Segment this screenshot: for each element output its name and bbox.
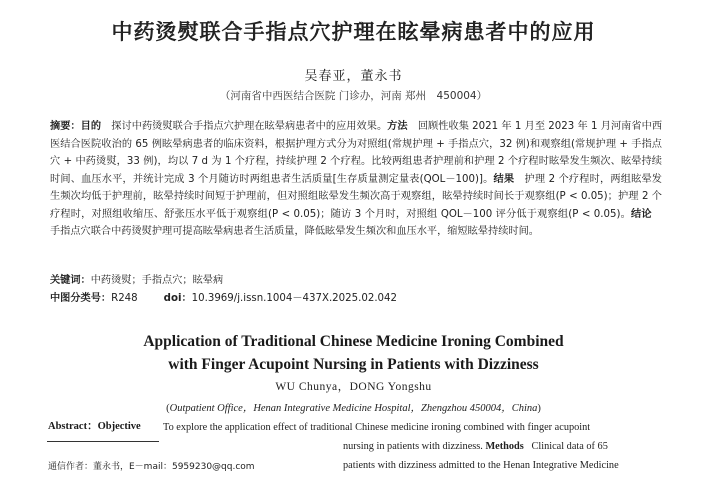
- affil-open-paren: (: [166, 403, 170, 414]
- abstract-results-text: 护理 2 个疗程时，两组眩晕发生频次均低于护理前，眩晕持续时间短于护理前，但对照组眩晕发生频次高于观察组，眩晕持续时间长于观察组(P < 0.05)；护理 2 个疗程时，对照组收缩压、舒张压水平低于观察组(P < 0.05)；随访 3 个月时，对照组 QOL－100 评分低于观察组(P < 0.05)。: [50, 173, 662, 220]
- abstract-purpose-text: 探讨中药烫熨联合手指点穴护理在眩晕病患者中的应用效果。: [101, 121, 388, 132]
- abstract-en-methods-label: Methods: [485, 441, 524, 452]
- affiliation-en: [0, 400, 707, 415]
- corresponding-author-footnote: 通信作者：董永书，E－mail：5959230@qq.com: [48, 462, 255, 472]
- keywords-text: 中药烫熨；手指点穴；眩晕病: [90, 275, 224, 286]
- keywords-cn: [50, 271, 662, 286]
- abstract-en-line2: nursing in patients with dizziness.: [343, 441, 483, 452]
- affiliation-cn: （河南省中西医结合医院 门诊办，河南 郑州 450004）: [219, 90, 488, 102]
- paper-title-cn: 中药烫熨联合手指点穴护理在眩晕病患者中的应用: [111, 20, 596, 44]
- abstract-conclusion-label: 结论: [631, 208, 652, 220]
- classification-line: [50, 289, 662, 304]
- abstract-results-label: 结果: [493, 173, 515, 185]
- abstract-en-line1: To explore the application effect of traditional Chinese medicine ironing combined with finger acupoint: [163, 422, 591, 433]
- authors-en: WU Chunya，DONG Yongshu: [275, 381, 432, 393]
- abstract-conclusion-text: 手指点穴联合中药烫熨护理可提高眩晕病患者生活质量，降低眩晕发生频次和血压水平，缩短眩晕持续时间。: [50, 208, 662, 237]
- paper-title-en-line1: Application of Traditional Chinese Medicine Ironing Combined: [143, 333, 564, 350]
- clc-label: 中图分类号：: [50, 293, 112, 304]
- abstract-cn: [50, 118, 662, 241]
- doi-label: doi：: [163, 293, 192, 304]
- authors-cn: 吴春亚，董永书: [304, 69, 403, 84]
- abstract-en-line3: patients with dizziness admitted to the Henan Integrative Medicine: [343, 460, 619, 471]
- abstract-methods-text: 回顾性收集 2021 年 1 月至 2023 年 1 月河南省中西医结合医院收治的 65 例眩晕病患者的临床资料，根据护理方式分为对照组(常规护理 + 手指点穴，32 例)和观察组(常规护理 + 手指点穴 + 中药烫熨，33 例)，均以 7 d 为 1 个疗程，持续护理 2 个疗程。比较两组患者护理前和护理 2 个疗程时眩晕发生频次、眩晕持续时间、血压水平，并统计完成 3 个月随访时两组患者生活质量[生存质量测定量表(QOL－100)]。: [50, 121, 663, 185]
- affiliation-en-text: Outpatient Office，Henan Integrative Medicine Hospital，Zhengzhou 450004，China: [169, 403, 538, 414]
- affil-close-paren: ): [537, 403, 541, 414]
- abstract-en-methods-text: Clinical data of 65: [531, 441, 608, 452]
- abstract-methods-label: 方法: [387, 121, 408, 132]
- keywords-label: 关键词：: [50, 275, 91, 286]
- abstract-en-label: Abstract：Objective: [48, 421, 141, 432]
- footnote-divider: [47, 441, 159, 442]
- paper-title-en: [0, 330, 707, 376]
- paper-title-en-line2: with Finger Acupoint Nursing in Patients with Dizziness: [168, 356, 539, 373]
- clc-code: R248: [111, 293, 138, 304]
- doi-value: 10.3969/j.issn.1004－437X.2025.02.042: [191, 293, 397, 304]
- abstract-purpose-label: 摘要：目的: [50, 121, 102, 132]
